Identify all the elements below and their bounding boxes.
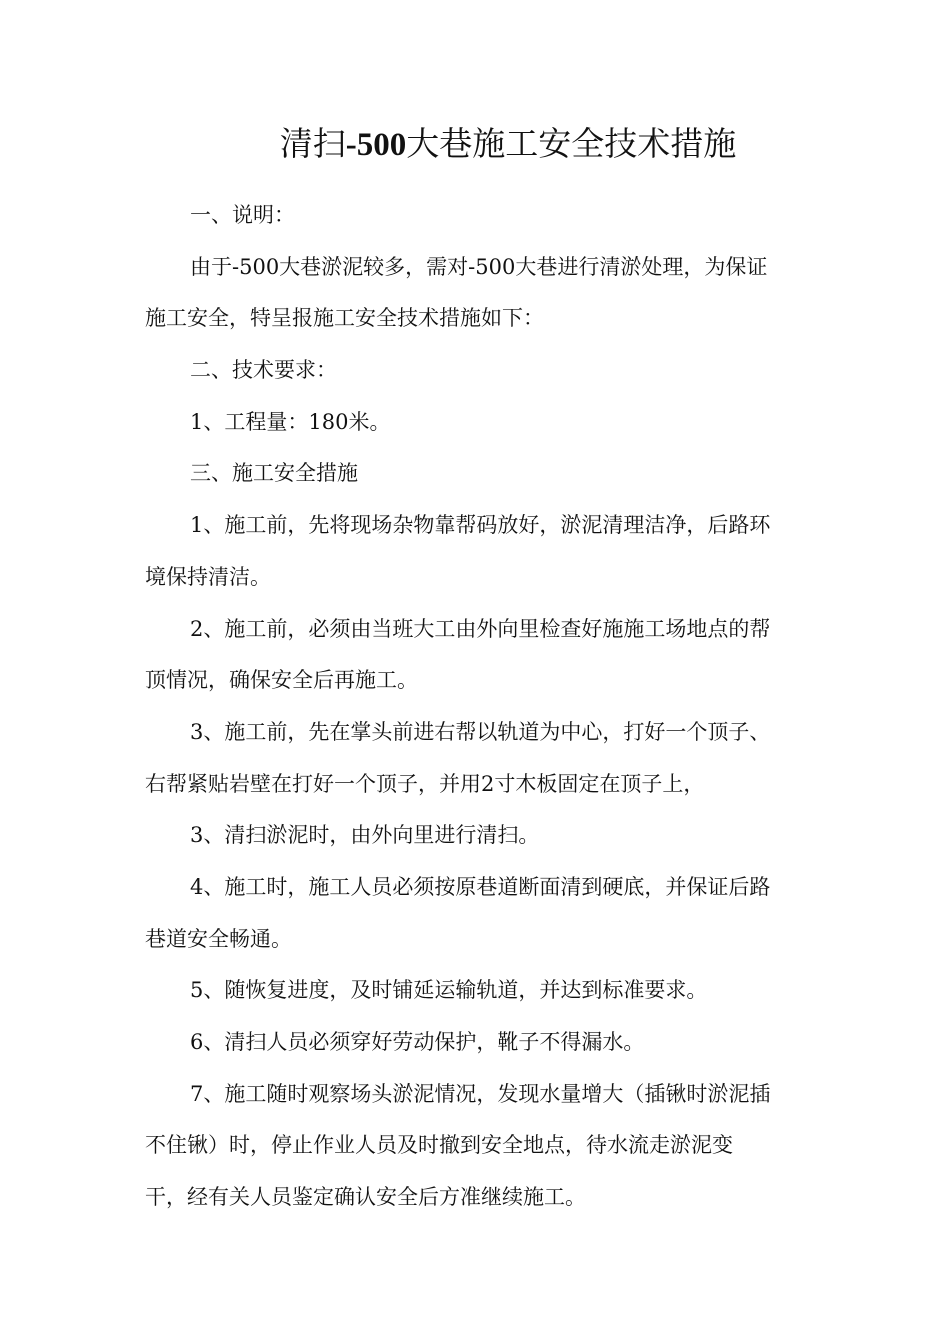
body-line: 2、施工前，必须由当班大工由外向里检查好施施工场地点的帮: [190, 616, 771, 641]
title-prefix: 清扫: [279, 124, 346, 163]
body-line: 二、技术要求：: [190, 358, 337, 383]
body-line: 顶情况，确保安全后再施工。: [145, 668, 418, 693]
body-line: 3、施工前，先在掌头前进右帮以轨道为中心，打好一个顶子、: [190, 719, 771, 744]
body-line: 施工安全，特呈报施工安全技术措施如下：: [145, 306, 544, 331]
body-line: 右帮紧贴岩壁在打好一个顶子，并用2寸木板固定在顶子上，: [145, 771, 705, 796]
body-line: 干，经有关人员鉴定确认安全后方准继续施工。: [145, 1185, 586, 1210]
body-line: 7、施工随时观察场头淤泥情况，发现水量增大（插锹时淤泥插: [190, 1081, 771, 1106]
body-line: 不住锹）时，停止作业人员及时撤到安全地点，待水流走淤泥变: [145, 1133, 733, 1158]
body-line: 5、随恢复进度，及时铺延运输轨道，并达到标准要求。: [190, 978, 708, 1003]
title-suffix: 大巷施工安全技术措施: [406, 124, 737, 163]
body-line: 三、施工安全措施: [190, 461, 358, 486]
document-body: [145, 190, 810, 1224]
body-line: 巷道安全畅通。: [145, 926, 292, 951]
body-line: 6、清扫人员必须穿好劳动保护，靴子不得漏水。: [190, 1030, 645, 1054]
body-line: 3、清扫淤泥时，由外向里进行清扫。: [190, 823, 540, 848]
document-title: [0, 120, 950, 169]
title-number: -500: [345, 127, 407, 163]
body-line: 4、施工时，施工人员必须按原巷道断面清到硬底，并保证后路: [190, 874, 771, 899]
body-line: 境保持清洁。: [145, 564, 271, 589]
body-line: 一、说明：: [190, 203, 295, 227]
body-line: 1、施工前，先将现场杂物靠帮码放好，淤泥清理洁净，后路环: [190, 513, 771, 538]
body-line: 1、工程量：180米。: [190, 409, 391, 434]
body-line: 由于-500大巷淤泥较多，需对-500大巷进行清淤处理，为保证: [190, 254, 768, 279]
